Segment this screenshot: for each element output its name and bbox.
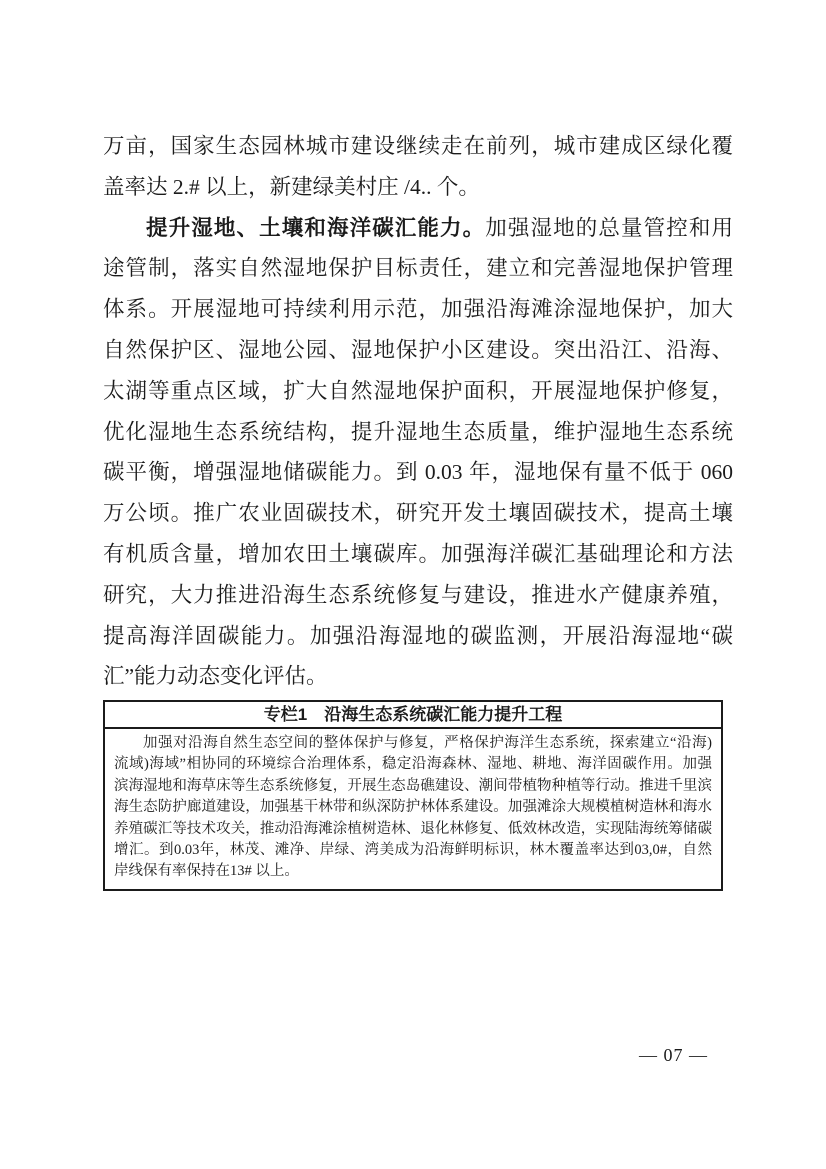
paragraph-line: 太湖等重点区域，扩大自然湿地保护面积，开展湿地保护修复， bbox=[103, 378, 733, 403]
callout-box-line: 增汇。到0.03年，林茂、滩净、岸绿、湾美成为沿海鲜明标识，林木覆盖率达到03,0#，自然 bbox=[114, 841, 712, 858]
paragraph-line: 有机质含量，增加农田土壤碳库。加强海洋碳汇基础理论和方法 bbox=[103, 541, 733, 566]
callout-box-line: 加强对沿海自然生态空间的整体保护与修复，严格保护海洋生态系统，探索建立“沿海) bbox=[143, 735, 712, 751]
paragraph-line: 汇”能力动态变化评估。 bbox=[103, 664, 328, 689]
paragraph-line: 万公顷。推广农业固碳技术，研究开发土壤固碳技术，提高土壤 bbox=[103, 501, 733, 526]
callout-box-body bbox=[105, 729, 721, 889]
paragraph-line: 提高海洋固碳能力。加强沿海湿地的碳监测，开展沿海湿地“碳 bbox=[103, 623, 733, 648]
paragraph-line: 盖率达 2.# 以上，新建绿美村庄 /4.. 个。 bbox=[103, 174, 480, 199]
callout-box bbox=[103, 700, 723, 891]
main-text-block bbox=[103, 126, 733, 697]
paragraph-lead-bold: 提升湿地、土壤和海洋碳汇能力。 bbox=[146, 215, 486, 240]
paragraph-lead-rest: 加强湿地的总量管控和用 bbox=[485, 215, 733, 240]
paragraph-line: 体系。开展湿地可持续利用示范，加强沿海滩涂湿地保护，加大 bbox=[103, 297, 733, 322]
page-number: — 07 — bbox=[639, 1045, 708, 1065]
paragraph-line: 途管制，落实自然湿地保护目标责任，建立和完善湿地保护管理 bbox=[103, 256, 733, 281]
paragraph-line bbox=[103, 208, 733, 249]
callout-box-line: 滨海湿地和海草床等生态系统修复，开展生态岛礁建设、潮间带植物种植等行动。推进千里滨 bbox=[114, 777, 712, 794]
paragraph-line: 自然保护区、湿地公园、湿地保护小区建设。突出沿江、沿海、 bbox=[103, 337, 733, 362]
callout-box-line: 岸线保有率保持在13# 以上。 bbox=[114, 863, 299, 880]
paragraph-line: 万亩，国家生态园林城市建设继续走在前列，城市建成区绿化覆 bbox=[103, 134, 733, 158]
callout-box-title: 专栏1 沿海生态系统碳汇能力提升工程 bbox=[105, 702, 721, 729]
paragraph-line: 碳平衡，增强湿地储碳能力。到 0.03 年，湿地保有量不低于 060 bbox=[103, 460, 733, 485]
callout-box-line: 流域)海域”相协同的环境综合治理体系，稳定沿海森林、湿地、耕地、海洋固碳作用。加强 bbox=[114, 756, 712, 773]
callout-box-line: 养殖碳汇等技术攻关，推动沿海滩涂植树造林、退化林修复、低效林改造，实现陆海统筹储碳 bbox=[114, 820, 712, 837]
callout-box-line: 海生态防护廊道建设，加强基干林带和纵深防护林体系建设。加强滩涂大规模植树造林和海水 bbox=[114, 799, 712, 816]
paragraph-line: 研究，大力推进沿海生态系统修复与建设，推进水产健康养殖， bbox=[103, 582, 733, 607]
paragraph-line: 优化湿地生态系统结构，提升湿地生态质量，维护湿地生态系统 bbox=[103, 419, 733, 444]
